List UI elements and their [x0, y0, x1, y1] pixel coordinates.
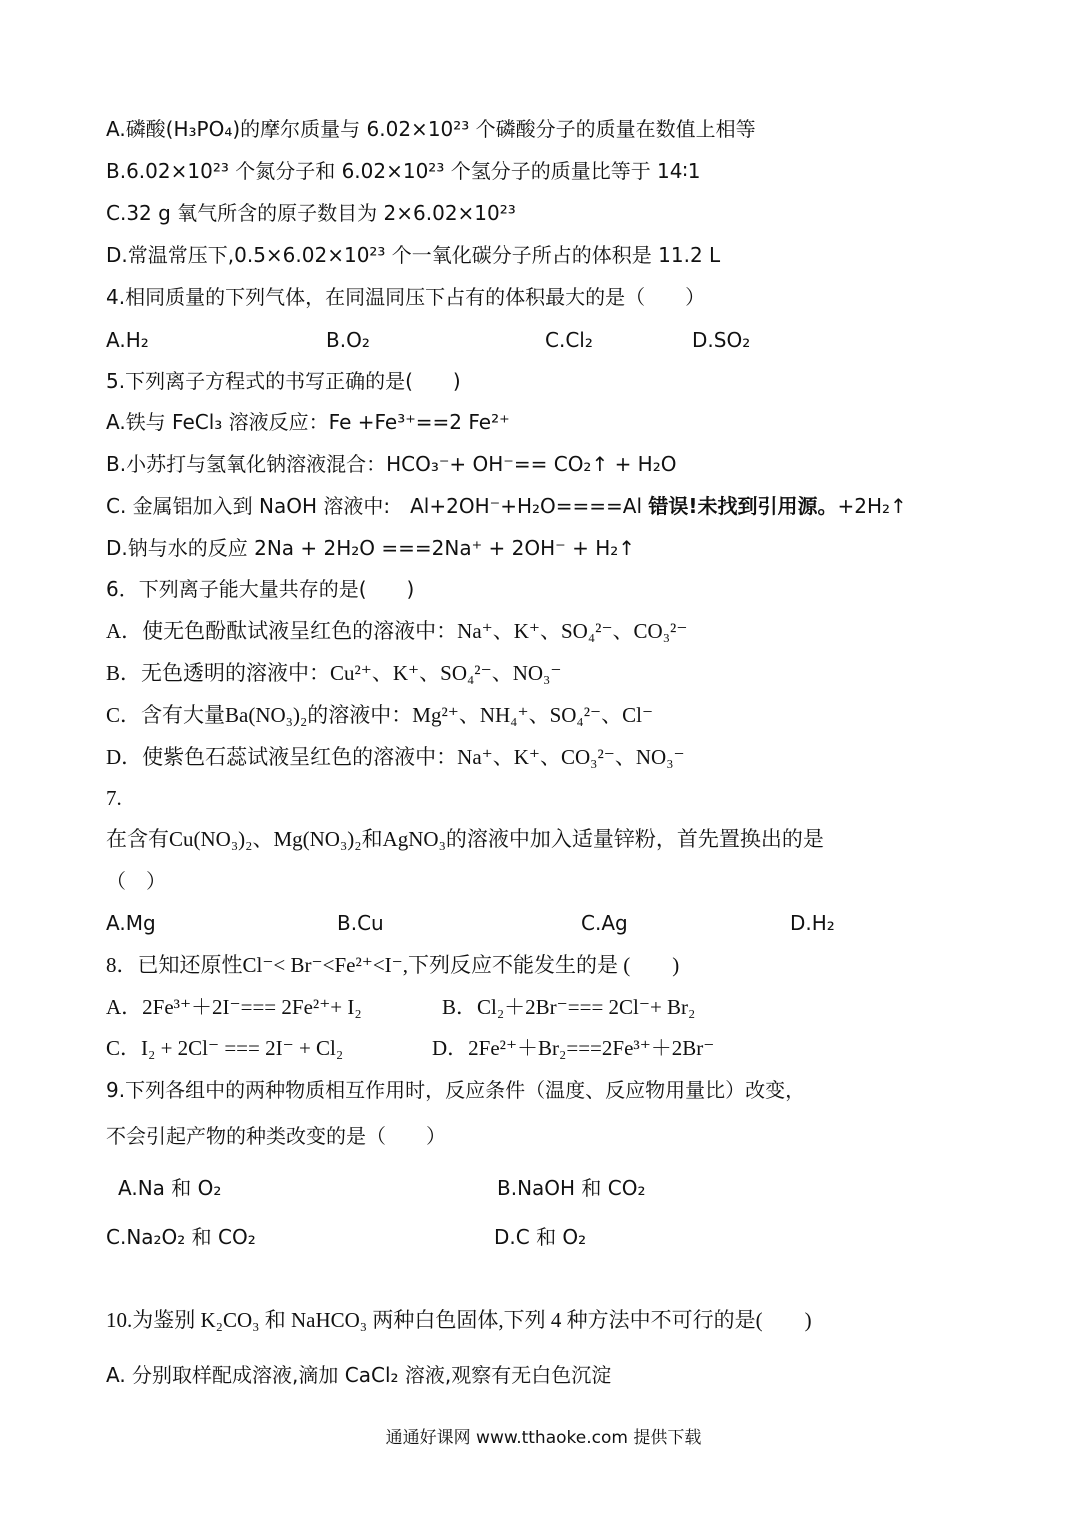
- q8-option-a: A．2Fe³⁺＋2I⁻=== 2Fe²⁺+ I₂: [106, 995, 362, 1019]
- q4-option-c: C.Cl₂: [545, 328, 593, 352]
- q6-option-a: A．使无色酚酞试液呈红色的溶液中：Na⁺、K⁺、SO₄²⁻、CO₃²⁻: [106, 619, 688, 643]
- q4-stem: 4.相同质量的下列气体，在同温同压下占有的体积最大的是（ ）: [106, 285, 706, 309]
- q5-option-d: D.钠与水的反应 2Na + 2H₂O ===2Na⁺ + 2OH⁻ + H₂↑: [106, 536, 636, 560]
- q7-answer-paren: （ ）: [106, 869, 166, 893]
- q7-number: 7.: [106, 786, 122, 810]
- q7-option-c: C.Ag: [581, 911, 628, 935]
- q10-stem: 10.为鉴别 K₂CO₃ 和 NaHCO₃ 两种白色固体,下列 4 种方法中不可行的是( ): [106, 1308, 812, 1332]
- q3-option-c: C.32 g 氧气所含的原子数目为 2×6.02×10²³: [106, 201, 516, 225]
- q5-option-c-suffix: +2H₂↑: [837, 494, 907, 518]
- q5-option-a: A.铁与 FeCl₃ 溶液反应：Fe +Fe³⁺==2 Fe²⁺: [106, 410, 510, 434]
- q9-option-b: B.NaOH 和 CO₂: [497, 1176, 646, 1200]
- q10-option-a: A. 分别取样配成溶液,滴加 CaCl₂ 溶液,观察有无白色沉淀: [106, 1363, 612, 1387]
- q8-option-c: C．I₂ + 2Cl⁻ === 2I⁻ + Cl₂: [106, 1036, 344, 1060]
- q5-option-c-prefix: C. 金属铝加入到 NaOH 溶液中: Al+2OH⁻+H₂O====Al: [106, 494, 649, 518]
- q3-option-a: A.磷酸(H₃PO₄)的摩尔质量与 6.02×10²³ 个磷酸分子的质量在数值上相等: [106, 117, 756, 141]
- q3-option-d: D.常温常压下,0.5×6.02×10²³ 个一氧化碳分子所占的体积是 11.2 L: [106, 243, 721, 267]
- q3-option-b: B.6.02×10²³ 个氮分子和 6.02×10²³ 个氢分子的质量比等于 14∶1: [106, 159, 701, 183]
- q6-option-b: B．无色透明的溶液中：Cu²⁺、K⁺、SO₄²⁻、NO₃⁻: [106, 661, 562, 685]
- q6-option-d: D．使紫色石蕊试液呈红色的溶液中：Na⁺、K⁺、CO₃²⁻、NO₃⁻: [106, 745, 685, 769]
- q9-stem-line2: 不会引起产物的种类改变的是（ ）: [106, 1124, 446, 1148]
- q8-stem: 8．已知还原性Cl⁻< Br⁻<Fe²⁺<I⁻,下列反应不能发生的是 ( ): [106, 953, 680, 977]
- page-footer: 通通好课网 www.tthaoke.com 提供下载: [385, 1428, 702, 1448]
- q7-option-d: D.H₂: [790, 911, 835, 935]
- q9-option-d: D.C 和 O₂: [494, 1225, 587, 1249]
- q5-option-b: B.小苏打与氢氧化钠溶液混合：HCO₃⁻+ OH⁻== CO₂↑ + H₂O: [106, 452, 677, 476]
- q7-stem: 在含有Cu(NO₃)₂、Mg(NO₃)₂和AgNO₃的溶液中加入适量锌粉，首先置换出的是: [106, 827, 824, 851]
- q9-stem-line1: 9.下列各组中的两种物质相互作用时，反应条件（温度、反应物用量比）改变，: [106, 1078, 806, 1102]
- reference-error-text: 错误!未找到引用源。: [648, 494, 838, 518]
- q7-option-b: B.Cu: [337, 911, 384, 935]
- q4-option-d: D.SO₂: [692, 328, 751, 352]
- q4-option-a: A.H₂: [106, 328, 149, 352]
- q9-option-a: A.Na 和 O₂: [118, 1176, 222, 1200]
- q6-stem: 6．下列离子能大量共存的是( ): [106, 577, 415, 601]
- q9-option-c: C.Na₂O₂ 和 CO₂: [106, 1225, 256, 1249]
- q5-option-c: [106, 494, 907, 518]
- q7-option-a: A.Mg: [106, 911, 156, 935]
- q4-option-b: B.O₂: [326, 328, 370, 352]
- q8-option-d: D．2Fe²⁺＋Br₂===2Fe³⁺＋2Br⁻: [432, 1036, 715, 1060]
- q5-stem: 5.下列离子方程式的书写正确的是( ): [106, 369, 461, 393]
- q6-option-c: C．含有大量Ba(NO₃)₂的溶液中：Mg²⁺、NH₄⁺、SO₄²⁻、Cl⁻: [106, 703, 654, 727]
- q8-option-b: B．Cl₂＋2Br⁻=== 2Cl⁻+ Br₂: [442, 995, 696, 1019]
